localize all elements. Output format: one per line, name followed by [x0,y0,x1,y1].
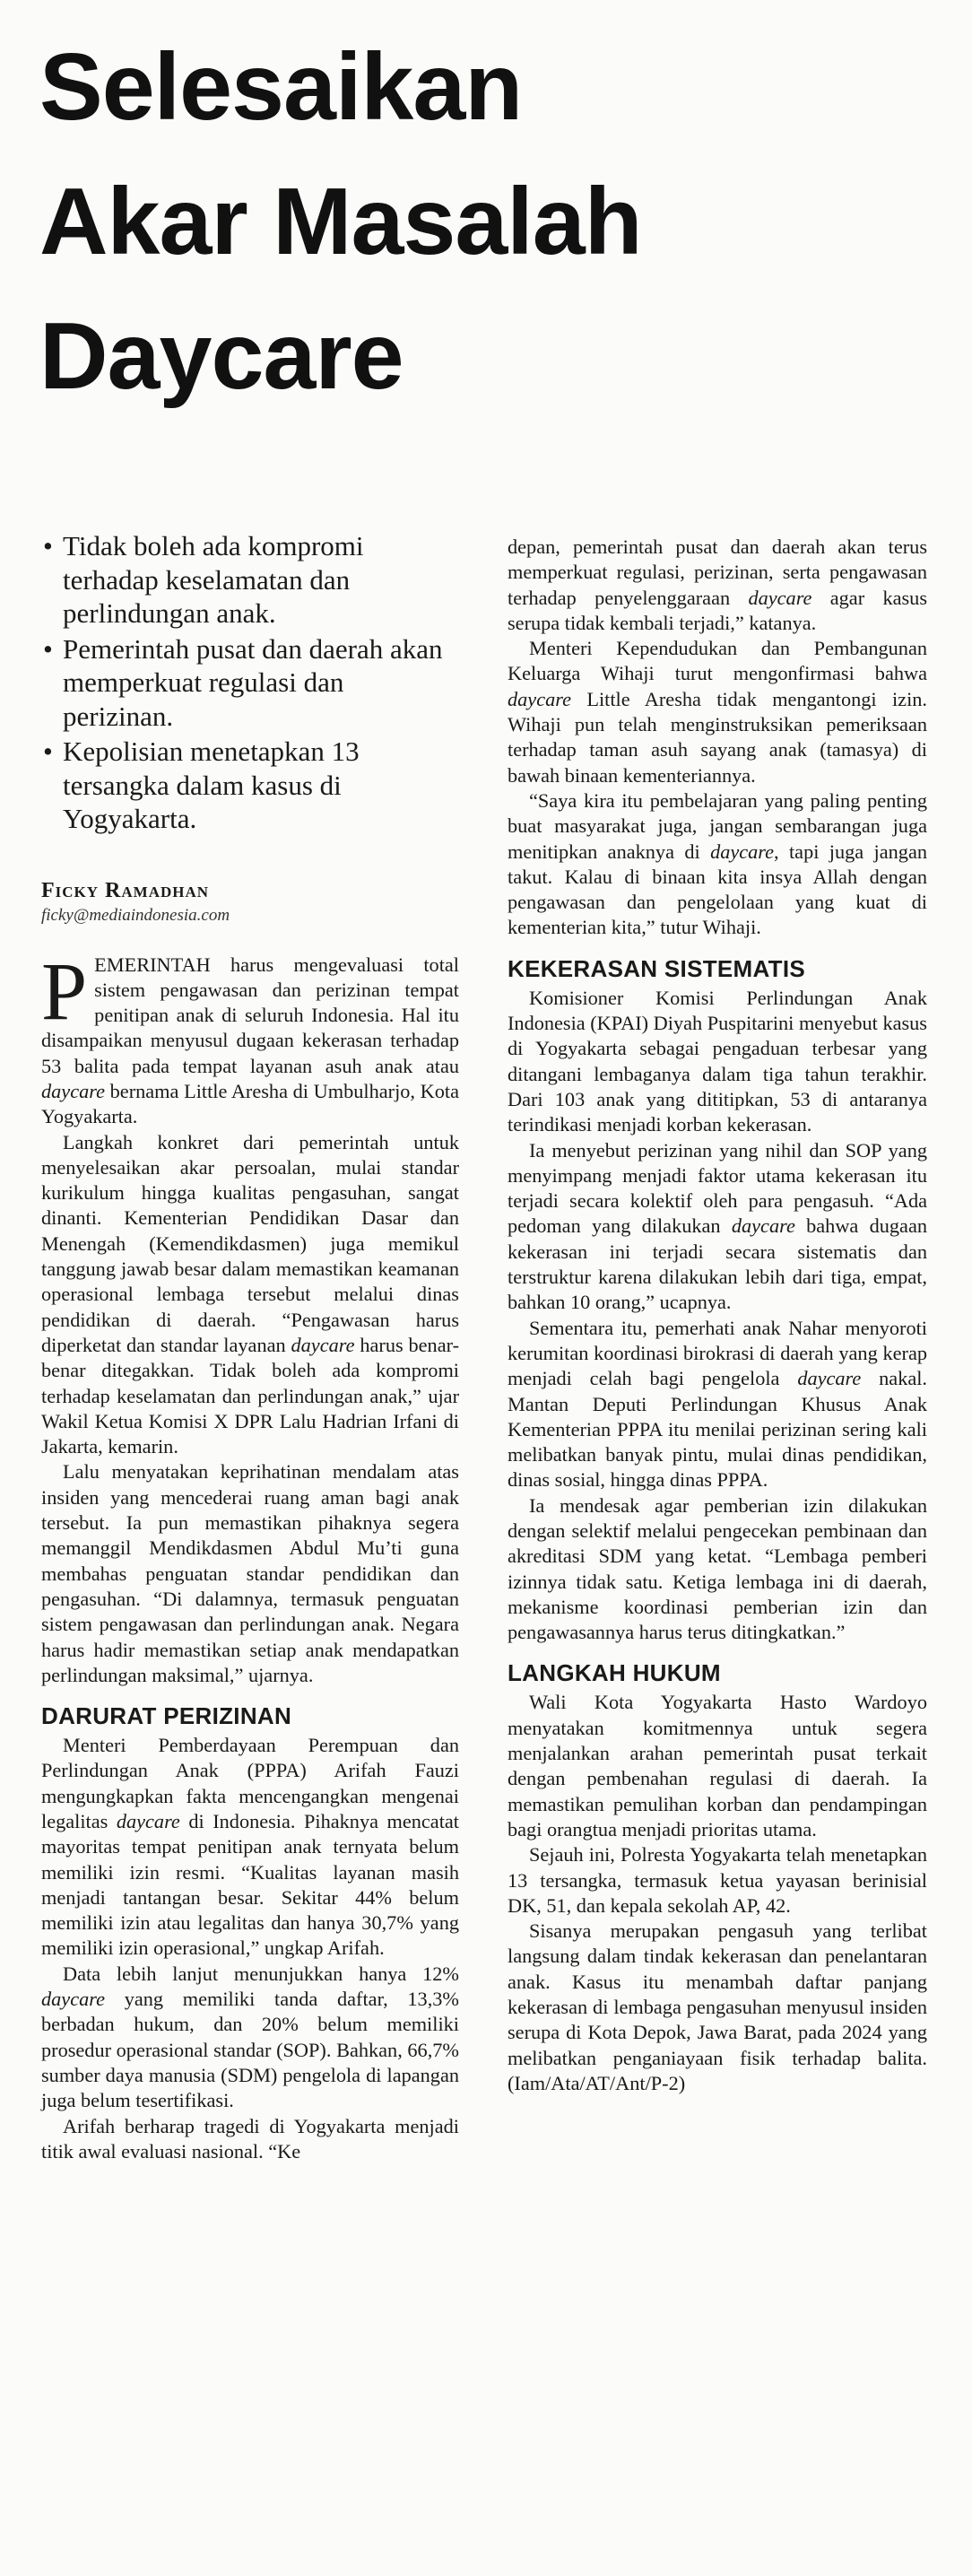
paragraph: Komisioner Komisi Perlindungan Anak Indonesia (KPAI) Diyah Puspitarini menyebut kasus di Yogyakarta sebagai pengaduan terbesar yang ditangani lembaganya dalam tiga tahun terakhir. Dari 103 anak yang dititipkan, 53 di antaranya terindikasi menjadi korban kekerasan. [508,986,927,1136]
paragraph: Ia menyebut perizinan yang nihil dan SOP yang menyimpang menjadi faktor utama kekerasan itu terjadi secara kolektif oleh para pengasuh. “Ada pedoman yang dilakukan daycare bahwa dugaan kekerasan ini terjadi secara sistematis dan terstruktur karena dilakukan lebih dari tiga, empat, bahkan 10 orang,” ucapnya. [508,1138,927,1314]
highlight-item [41,529,459,631]
bullet-icon: • [43,632,53,665]
drop-cap: P [41,944,88,1037]
headline-line-1: Selesaikan [39,34,523,140]
article-body-right [508,535,927,2096]
author-email: ficky@mediaindonesia.com [41,905,230,925]
headline [39,20,936,423]
highlights-list [41,529,459,836]
subheading: DARURAT PERIZINAN [41,1702,292,1730]
subheading: LANGKAH HUKUM [508,1659,721,1687]
paragraph: Sejauh ini, Polresta Yogyakarta telah menetapkan 13 tersangka, termasuk ketua yayasan berinisial DK, 51, dan kepala sekolah AP, 42. [508,1843,927,1917]
highlight-item [41,632,459,734]
paragraph: Sisanya merupakan pengasuh yang terlibat langsung dalam tindak kekerasan dan penelantaran anak. Kasus itu menambah daftar panjang kekerasan di lembaga pengasuhan menyusul insiden serupa di Kota Depok, Jawa Barat, pada 2024 yang melibatkan penganiayaan fisik terhadap balita. (Iam/Ata/AT/Ant/P-2) [508,1919,927,2094]
paragraph: “Saya kira itu pembelajaran yang paling penting buat masyarakat juga, jangan sembarangan juga menitipkan anaknya di daycare, tapi juga jangan takut. Kalau di binaan kita insya Allah dengan pengawasan dan pengelolaan yang kuat di kementerian kita,” tutur Wihaji. [508,788,927,939]
highlight-text: Kepolisian menetapkan 13 tersangka dalam kasus di Yogyakarta. [63,735,360,834]
highlight-text: Tidak boleh ada kompromi terhadap keselamatan dan perlindungan anak. [63,530,364,629]
highlight-item [41,735,459,836]
paragraph [41,944,459,1130]
headline-line-3: Daycare [39,303,404,409]
left-column [41,529,459,2164]
paragraph: Arifah berharap tragedi di Yogyakarta menjadi titik awal evaluasi nasional. “Ke [41,2114,459,2163]
byline [41,877,459,927]
paragraph: depan, pemerintah pusat dan daerah akan terus memperkuat regulasi, perizinan, serta pengawasan terhadap penyelenggaraan daycare agar kasus serupa tidak kembali terjadi,” katanya. [508,535,927,634]
subheading: KEKERASAN SISTEMATIS [508,954,805,982]
article-body-left [41,944,459,2165]
author-name: Ficky Ramadhan [41,878,210,902]
paragraph: Wali Kota Yogyakarta Hasto Wardoyo menyatakan komitmennya untuk segera menjalankan arahan pemerintah pusat terkait dengan pembenahan regulasi di daerah. Ia memastikan pemulihan korban dan pendampingan bagi orangtua menjadi prioritas utama. [508,1691,927,1841]
headline-line-2: Akar Masalah [39,169,642,274]
paragraph: Data lebih lanjut menunjukkan hanya 12% daycare yang memiliki tanda daftar, 13,3% berbadan hukum, dan 20% belum memiliki prosedur operasional standar (SOP). Bahkan, 66,7% sumber daya manusia (SDM) pengelola di lapangan juga belum tesertifikasi. [41,1962,459,2112]
paragraph: Langkah konkret dari pemerintah untuk menyelesaikan akar persoalan, mulai standar kurikulum hingga kualitas pengasuhan, sangat dinanti. Kementerian Pendidikan Dasar dan Menengah (Kemendikdasmen) juga memikul tanggung jawab besar dalam memastikan keamanan operasional lembaga tersebut melalui dinas pendidikan di daerah. “Pengawasan harus diperketat dan standar layanan daycare harus benar-benar ditegakkan. Tidak boleh ada kompromi terhadap keselamatan dan perlindungan anak,” ujar Wakil Ketua Komisi X DPR Lalu Hadrian Irfani di Jakarta, kemarin. [41,1130,459,1458]
paragraph: Sementara itu, pemerhati anak Nahar menyoroti kerumitan koordinasi birokrasi di daerah yang kerap menjadi celah bagi pengelola daycare nakal. Mantan Deputi Perlindungan Khusus Anak Kementerian PPPA itu menilai perizinan sering kali melibatkan banyak pintu, mulai dinas pendidikan, dinas sosial, hingga dinas PPPA. [508,1316,928,1492]
bullet-icon: • [43,735,53,767]
paragraph: Lalu menyatakan keprihatinan mendalam atas insiden yang mencederai ruang aman bagi anak tersebut. Ia pun memastikan pihaknya segera memanggil Mendikdasmen Abdul Mu’ti guna membahas penguatan standar pendidikan dan pengasuhan. “Di dalamnya, termasuk penguatan sistem pengawasan dan perlindungan anak. Negara harus hadir memastikan setiap anak mendapatkan perlindungan maksimal,” ujarnya. [41,1460,459,1686]
paragraph: Menteri Kependudukan dan Pembangunan Keluarga Wihaji turut mengonfirmasi bahwa daycare Little Aresha tidak mengantongi izin. Wihaji pun telah menginstruksikan pemeriksaan terhadap taman asuh sayang anak (tamasya) di bawah binaan kementeriannya. [508,637,927,787]
bullet-icon: • [43,530,53,561]
paragraph-text: EMERINTAH harus mengevaluasi total sistem pengawasan dan perizinan tempat penitipan anak di seluruh Indonesia. Hal itu disampaikan menyusul dugaan kekerasan terhadap 53 balita pada tempat layanan asuh anak atau daycare bernama Little Aresha di Umbulharjo, Kota Yogyakarta. [41,953,459,1128]
right-column [508,535,927,2096]
paragraph: Menteri Pemberdayaan Perempuan dan Perlindungan Anak (PPPA) Arifah Fauzi mengungkapkan fakta mencengangkan mengenai legalitas daycare di Indonesia. Pihaknya mencatat mayoritas tempat penitipan anak ternyata belum memiliki izin resmi. “Kualitas layanan masih menjadi tantangan besar. Sekitar 44% belum memiliki izin atau legalitas dan hanya 30,7% yang memiliki izin operasional,” ungkap Arifah. [41,1734,459,1960]
highlight-text: Pemerintah pusat dan daerah akan memperkuat regulasi dan perizinan. [63,632,443,732]
paragraph: Ia mendesak agar pemberian izin dilakukan dengan selektif melalui pengecekan pembinaan dan akreditasi SDM yang ketat. “Lembaga pemberi izinnya tidak satu. Ketiga lembaga ini di daerah, mekanisme koordinasi pemberian izin dan pengawasannya harus terus ditingkatkan.” [508,1493,927,1644]
